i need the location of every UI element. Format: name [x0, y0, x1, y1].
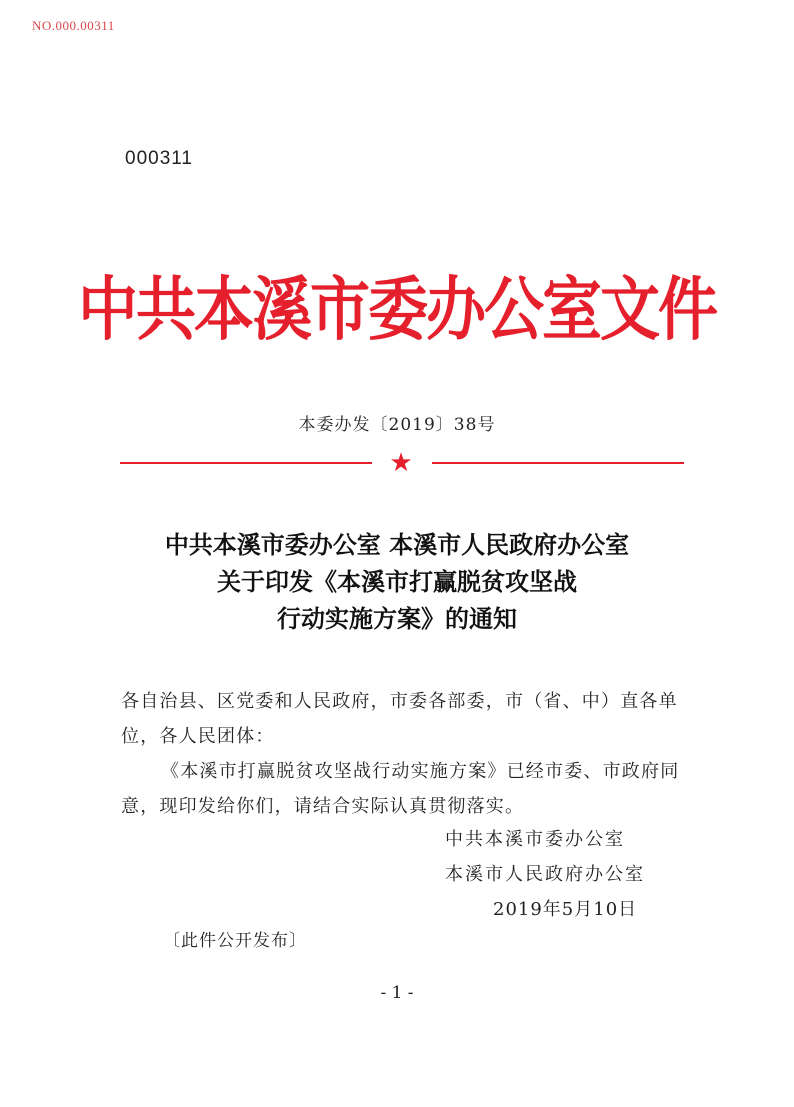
- public-release-note: 〔此件公开发布〕: [163, 931, 307, 951]
- red-divider-right: [432, 462, 684, 464]
- page-number: - 1 -: [380, 983, 414, 1003]
- notice-title-line: 关于印发《本溪市打赢脱贫攻坚战: [217, 568, 577, 596]
- notice-title-line: 行动实施方案》的通知: [277, 605, 517, 633]
- document-header-title: 中共本溪市委办公室文件: [78, 269, 716, 351]
- issuer-name: 中共本溪市委办公室: [445, 829, 625, 850]
- issue-date: 2019年5月10日: [493, 899, 638, 920]
- notice-body: [121, 684, 681, 824]
- serial-stamp: NO.000.00311: [32, 18, 115, 33]
- recipients: 各自治县、区党委和人民政府，市委各部委，市（省、中）直各单位，各人民团体：: [121, 691, 678, 747]
- document-code: 000311: [125, 148, 193, 169]
- red-divider-left: [120, 462, 372, 464]
- issuer-name: 本溪市人民政府办公室: [445, 864, 645, 885]
- issue-number: 本委办发〔2019〕38号: [298, 415, 496, 435]
- notice-title: [0, 527, 794, 638]
- signature-block: [445, 822, 645, 927]
- body-paragraph: 《本溪市打赢脱贫攻坚战行动实施方案》已经市委、市政府同意，现印发给你们，请结合实际认真贯彻落实。: [121, 761, 680, 817]
- star-icon: ★: [389, 448, 413, 478]
- notice-title-line: 中共本溪市委办公室 本溪市人民政府办公室: [164, 531, 630, 559]
